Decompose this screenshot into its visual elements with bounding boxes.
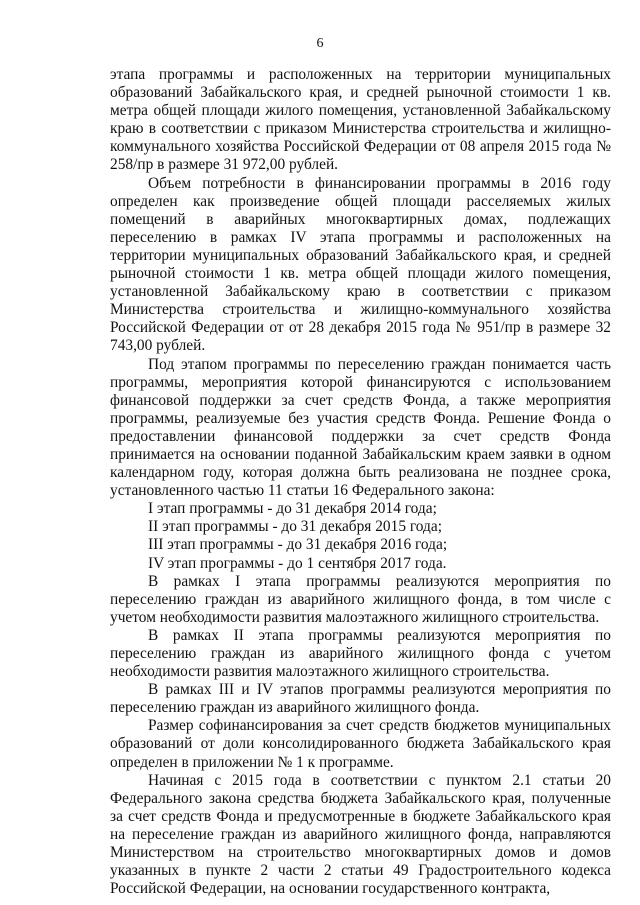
paragraph-stage-1: В рамках I этапа программы реализуются мероприятия по переселению граждан из аварийного жилищного фонда, в том числе с учетом необходимости развития малоэтажного жилищного строительства. [110,572,611,626]
document-body [110,66,611,898]
list-item-stage-3: III этап программы - до 31 декабря 2016 года; [148,536,448,554]
paragraph-stage-3-4: В рамках III и IV этапов программы реализуются мероприятия по переселению граждан из аварийного жилищного фонда. [110,681,611,717]
paragraph-stage-2: В рамках II этапа программы реализуются мероприятия по переселению граждан из аварийного жилищного фонда с учетом необходимости развития малоэтажного жилищного строительства. [110,626,611,681]
list-item-stage-2: II этап программы - до 31 декабря 2015 года; [148,518,442,536]
page-number: 6 [316,36,324,51]
paragraph-stage-definition: Под этапом программы по переселению граждан понимается часть программы, мероприятия которой финансируются с использованием финансовой поддержки за счет средств Фонда, а также мероприятия программы, реализуемые без участия средств Фонда. Решение Фонда о предоставлении финансовой поддержки за счет средств Фонда принимается на основании поданной Забайкальским краем заявки в одном календарном году, которая должна быть реализована не позднее срока, установленного частью 11 статьи 16 Федерального закона: [110,355,611,500]
paragraph-since-2015: Начиная с 2015 года в соответствии с пунктом 2.1 статьи 20 Федерального закона средства бюджета Забайкальского края, полученные за счет средств Фонда и предусмотренные в бюджете Забайкальского края на переселение граждан из аварийного жилищного фонда, направляются Министерством на строительство многоквартирных домов и домов указанных в пункте 2 части 2 статьи 49 Градостроительного кодекса Российской Федерации, на основании государственного контракта, [110,771,611,898]
list-item-stage-1: I этап программы - до 31 декабря 2014 года; [148,500,437,518]
stages-list [110,500,611,572]
paragraph-cofinancing: Размер софинансирования за счет средств бюджетов муниципальных образований от доли консолидированного бюджета Забайкальского края определен в приложении № 1 к программе. [110,717,611,771]
list-item-stage-4: IV этап программы - до 1 сентября 2017 года. [148,554,447,572]
paragraph-continuation: этапа программы и расположенных на территории муниципальных образований Забайкальского края, и средней рыночной стоимости 1 кв. метра общей площади жилого помещения, установленной Забайкальскому краю в соответствии с приказом Министерства строительства и жилищно-коммунального хозяйства Российской Федерации от 08 апреля 2015 года № 258/пр в размере 31 972,00 рублей. [110,66,611,174]
paragraph-funding-2016: Объем потребности в финансировании программы в 2016 году определен как произведение общей площади расселяемых жилых помещений в аварийных многоквартирных домах, подлежащих переселению в рамках IV этапа программы и расположенных на территории муниципальных образований Забайкальского края, и средней рыночной стоимости 1 кв. метра общей площади жилого помещения, установленной Забайкальскому краю в соответствии с приказом Министерства строительства и жилищно-коммунального хозяйства Российской Федерации от от 28 декабря 2015 года № 951/пр в размере 32 743,00 рублей. [110,174,611,355]
